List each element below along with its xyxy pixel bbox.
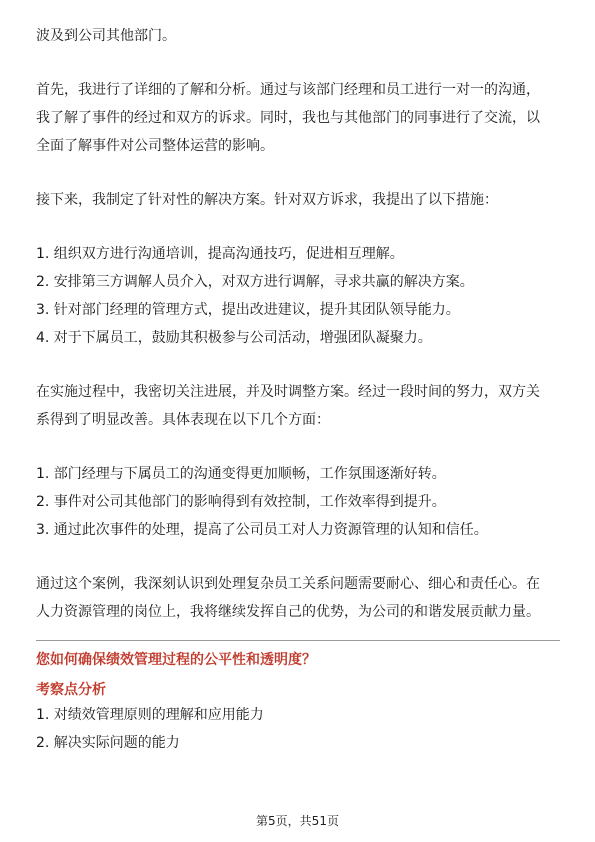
list-item: 3. 针对部门经理的管理方式，提出改进建议，提升其团队领导能力。 xyxy=(36,302,460,318)
list-item: 2. 事件对公司其他部门的影响得到有效控制，工作效率得到提升。 xyxy=(36,494,446,510)
list-item: 4. 对于下属员工，鼓励其积极参与公司活动，增强团队凝聚力。 xyxy=(36,330,432,346)
improvements-list xyxy=(36,460,560,544)
section-label: 考察点分析 xyxy=(36,682,106,698)
measures-list xyxy=(36,240,560,352)
paragraph-line: 我了解了事件的经过和双方的诉求。同时，我也与其他部门的同事进行了交流，以 xyxy=(36,110,540,126)
list-item: 1. 对绩效管理原则的理解和应用能力 xyxy=(36,707,264,723)
paragraph-line: 在实施过程中，我密切关注进展，并及时调整方案。经过一段时间的努力，双方关 xyxy=(36,384,540,400)
assessment-points-list xyxy=(36,701,560,757)
list-item: 1. 组织双方进行沟通培训，提高沟通技巧，促进相互理解。 xyxy=(36,246,404,262)
list-item: 2. 安排第三方调解人员介入，对双方进行调解，寻求共赢的解决方案。 xyxy=(36,274,474,290)
paragraph-line: 通过这个案例，我深刻认识到处理复杂员工关系问题需要耐心、细心和责任心。在 xyxy=(36,576,540,592)
section-divider xyxy=(36,640,560,641)
page-indicator: 第5页，共51页 xyxy=(256,814,339,828)
list-item: 2. 解决实际问题的能力 xyxy=(36,735,180,751)
list-item: 1. 部门经理与下属员工的沟通变得更加顺畅，工作氛围逐渐好转。 xyxy=(36,466,446,482)
intro-line: 波及到公司其他部门。 xyxy=(36,28,176,44)
paragraph-line: 人力资源管理的岗位上，我将继续发挥自己的优势，为公司的和谐发展贡献力量。 xyxy=(36,604,540,620)
question-title: 您如何确保绩效管理过程的公平性和透明度？ xyxy=(36,652,316,668)
paragraph-line: 系得到了明显改善。具体表现在以下几个方面： xyxy=(36,412,330,428)
paragraph-implementation xyxy=(36,378,560,434)
paragraph-solution: 接下来，我制定了针对性的解决方案。针对双方诉求，我提出了以下措施： xyxy=(36,192,498,208)
paragraph-conclusion xyxy=(36,570,560,626)
document-page xyxy=(36,22,560,757)
paragraph-investigation xyxy=(36,76,560,160)
list-item: 3. 通过此次事件的处理，提高了公司员工对人力资源管理的认知和信任。 xyxy=(36,522,488,538)
paragraph-line: 全面了解事件对公司整体运营的影响。 xyxy=(36,138,274,154)
paragraph-line: 首先，我进行了详细的了解和分析。通过与该部门经理和员工进行一对一的沟通， xyxy=(36,82,540,98)
